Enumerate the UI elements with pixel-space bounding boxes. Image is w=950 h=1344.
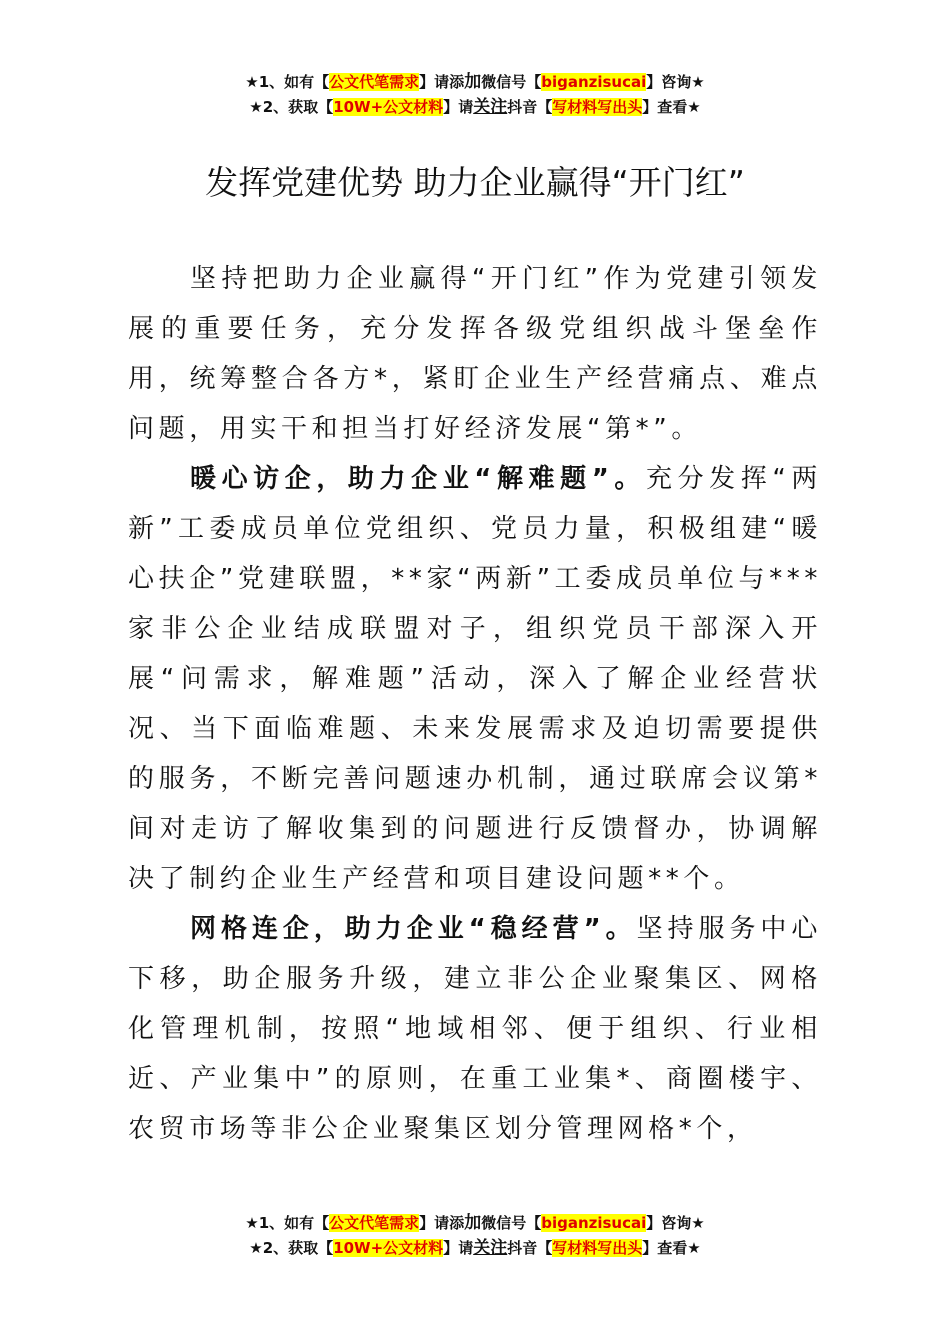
banner-text: ★2、获取【 <box>249 98 334 116</box>
banner-underlined: 关注 <box>473 97 508 117</box>
banner-text: ★2、获取【 <box>249 1239 334 1257</box>
banner-text: 】请添 <box>419 1214 465 1232</box>
section-heading: 暖心访企，助力企业“解难题”。 <box>190 464 646 494</box>
section-text: 充分发挥“两新”工委成员单位党组织、党员力量，积极组建“暖心扶企”党建联盟，**家“两新”工委成员单位与***家非公企业结成联盟对子，组织党员干部深入开展“问需求，解难题”活动，深入了解企业经营状况、当下面临难题、未来发展需求及迫切需要提供的服务，不断完善问题速办机制，通过联席会议第*间对走访了解收集到的问题进行反馈督办，协调解决了制约企业生产经营和项目建设问题**个。 <box>128 464 822 894</box>
banner-highlight: 公文代笔需求 <box>329 1214 420 1232</box>
banner-text: 】请添 <box>419 73 465 91</box>
banner-line-2 <box>0 1236 950 1261</box>
banner-text: 】咨询★ <box>646 73 705 91</box>
banner-text: 微信号【 <box>481 73 542 91</box>
header-banner <box>0 70 950 120</box>
banner-wechat-id: biganzisucai <box>541 73 647 91</box>
banner-line-1 <box>0 1211 950 1236</box>
footer-banner <box>0 1211 950 1261</box>
banner-highlight: 10W+公文材料 <box>333 98 444 116</box>
banner-text: ★1、如有【 <box>245 1214 330 1232</box>
banner-highlight: 公文代笔需求 <box>329 73 420 91</box>
banner-wechat-id: biganzisucai <box>541 1214 647 1232</box>
banner-text: 】查看★ <box>642 98 701 116</box>
banner-text: 加 <box>464 72 482 92</box>
banner-text: 】咨询★ <box>646 1214 705 1232</box>
banner-text: ★1、如有【 <box>245 73 330 91</box>
document-title: 发挥党建优势 助力企业赢得“开门红” <box>205 163 745 202</box>
paragraph-section-1 <box>128 454 822 904</box>
banner-text: 】请 <box>443 98 474 116</box>
banner-highlight: 写材料写出头 <box>552 98 643 116</box>
banner-underlined: 关注 <box>473 1238 508 1258</box>
section-heading: 网格连企，助力企业“稳经营”。 <box>190 914 637 944</box>
banner-line-1 <box>0 70 950 95</box>
banner-text: 加 <box>464 1213 482 1233</box>
section-text: 坚持服务中心下移，助企服务升级，建立非公企业聚集区、网格化管理机制，按照“地域相邻、便于组织、行业相近、产业集中”的原则，在重工业集*、商圈楼宇、农贸市场等非公企业聚集区划分管理网格*个， <box>128 914 822 1144</box>
document-body <box>128 254 822 1154</box>
banner-text: 】请 <box>443 1239 474 1257</box>
banner-text: 】查看★ <box>642 1239 701 1257</box>
paragraph-intro: 坚持把助力企业赢得“开门红”作为党建引领发展的重要任务，充分发挥各级党组织战斗堡垒作用，统筹整合各方*，紧盯企业生产经营痛点、难点问题，用实干和担当打好经济发展“第*”。 <box>128 264 822 444</box>
banner-highlight: 写材料写出头 <box>552 1239 643 1257</box>
banner-text: 微信号【 <box>481 1214 542 1232</box>
banner-highlight: 10W+公文材料 <box>333 1239 444 1257</box>
banner-line-2 <box>0 95 950 120</box>
banner-text: 抖音【 <box>507 1239 553 1257</box>
paragraph-section-2 <box>128 904 822 1154</box>
banner-text: 抖音【 <box>507 98 553 116</box>
